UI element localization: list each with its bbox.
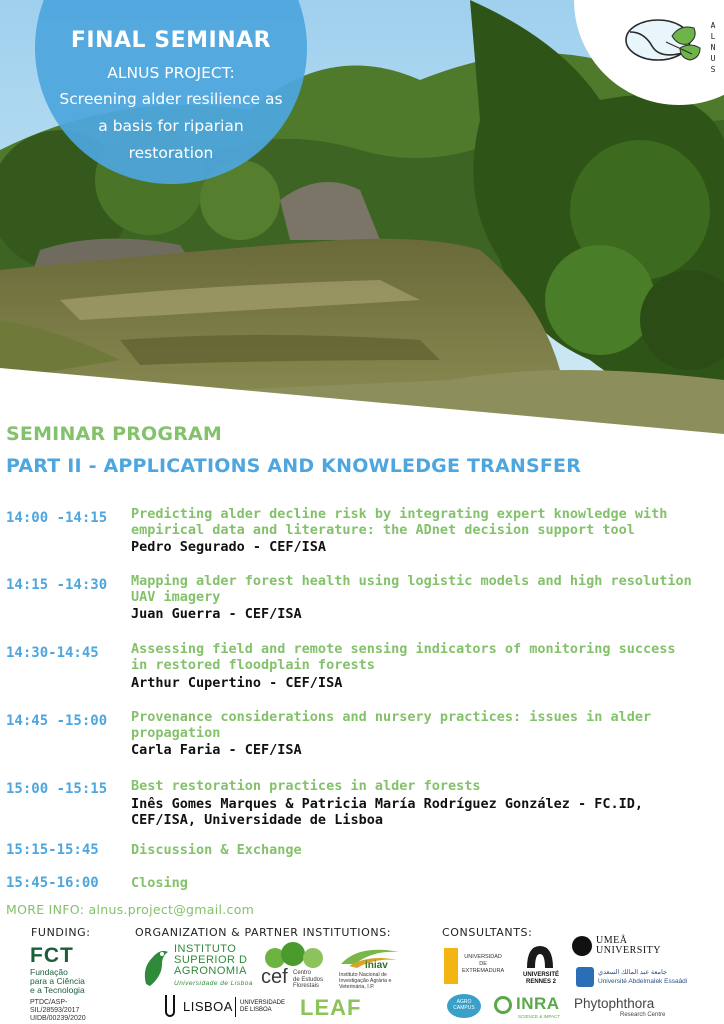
slot-title bbox=[131, 641, 719, 673]
isa-line: AGRONOMIA bbox=[174, 965, 247, 977]
cef-line: Centro bbox=[293, 970, 312, 976]
cef-logo-lines bbox=[293, 970, 323, 990]
uex-line: EXTREMADURA bbox=[462, 968, 505, 974]
fct-logo-lines bbox=[30, 968, 110, 995]
umea-line: UNIVERSITY bbox=[596, 945, 661, 956]
fct-reference bbox=[30, 999, 110, 1023]
iniav-logo-lines bbox=[339, 972, 391, 990]
isa-line: SUPERIOR D bbox=[174, 954, 248, 966]
iniav-line: Veterinária, I.P. bbox=[339, 984, 375, 990]
uae-line: جامعة عبد المالك السعدي bbox=[598, 969, 667, 976]
slot-title-line: Provenance considerations and nursery practices: issues in alder bbox=[131, 709, 652, 725]
cef-logo-name: cef bbox=[261, 966, 288, 988]
fct-line: Fundação bbox=[30, 967, 68, 977]
slot-title bbox=[131, 709, 719, 741]
fct-ref-line: UIDB/00239/2020 bbox=[30, 1015, 86, 1022]
project-subtitle-line: Screening alder resilience as bbox=[59, 90, 283, 108]
uex-line: UNIVERSIDAD bbox=[464, 954, 502, 960]
uex-logo-lines bbox=[462, 954, 504, 975]
organization-label: ORGANIZATION & PARTNER INSTITUTIONS: bbox=[135, 926, 392, 939]
umea-seal-icon bbox=[572, 936, 592, 956]
logo-letter: U bbox=[710, 54, 716, 63]
umea-logo-lines bbox=[596, 936, 661, 956]
cef-line: Florestais bbox=[293, 983, 320, 989]
uae-logo bbox=[576, 965, 716, 991]
inra-circle-icon bbox=[494, 996, 512, 1014]
cef-logo bbox=[261, 942, 331, 992]
ulisboa-divider bbox=[235, 997, 236, 1017]
umea-line: UMEÅ bbox=[596, 935, 628, 946]
ulisboa-logo bbox=[165, 995, 285, 1021]
fct-ref-line: SIL/28593/2017 bbox=[30, 1007, 80, 1014]
rennes-logo-lines bbox=[517, 972, 565, 986]
slot-title bbox=[131, 875, 719, 891]
uex-line: DE bbox=[479, 961, 487, 967]
slot-time: 14:00 -14:15 bbox=[6, 510, 108, 526]
phyto-logo-name: Phytophthora bbox=[574, 996, 655, 1011]
inra-logo-name: INRA bbox=[516, 994, 560, 1013]
funding-label: FUNDING: bbox=[31, 926, 91, 939]
slot-title-line: UAV imagery bbox=[131, 589, 221, 605]
umea-logo bbox=[572, 934, 682, 960]
slot-title-line: in restored floodplain forests bbox=[131, 657, 375, 673]
iniav-line: Instituto Nacional de bbox=[339, 972, 387, 978]
alnus-logo-icon bbox=[622, 14, 706, 64]
slot-title-line: Assessing field and remote sensing indicators of monitoring success bbox=[131, 641, 676, 657]
slot-time: 14:30-14:45 bbox=[6, 645, 99, 661]
slot-title-line: Mapping alder forest health using logistic models and high resolution bbox=[131, 573, 692, 589]
isa-line: INSTITUTO bbox=[174, 943, 237, 955]
phyto-logo-sub: Research Centre bbox=[620, 1012, 666, 1018]
iniav-logo-name: iniav bbox=[365, 960, 388, 971]
slot-title-line: Discussion & Exchange bbox=[131, 842, 302, 858]
project-subtitle-line: restoration bbox=[128, 144, 214, 162]
seminar-title: FINAL SEMINAR bbox=[70, 28, 272, 53]
slot-title-line: propagation bbox=[131, 725, 221, 741]
slot-time: 15:45-16:00 bbox=[6, 875, 99, 891]
fct-line: e a Tecnologia bbox=[30, 985, 85, 995]
ulisboa-logo-name: LISBOA bbox=[183, 999, 233, 1014]
logo-letter: S bbox=[710, 65, 716, 74]
program-heading: SEMINAR PROGRAM bbox=[6, 423, 223, 445]
uae-logo-lines bbox=[598, 968, 687, 986]
logo-letter: L bbox=[710, 32, 716, 41]
slot-time: 15:00 -15:15 bbox=[6, 781, 108, 797]
agro-line: CAMPUS bbox=[453, 1005, 475, 1011]
fct-line: para a Ciência bbox=[30, 976, 85, 986]
slot-speaker: Pedro Segurado - CEF/ISA bbox=[131, 539, 327, 555]
logo-letter: A bbox=[710, 21, 716, 30]
iniav-line: Investigação Agrária e bbox=[339, 978, 392, 984]
alnus-vertical-text bbox=[708, 20, 718, 75]
slot-title-line: empirical data and literature: the ADnet decision support tool bbox=[131, 522, 635, 538]
uex-emblem-icon bbox=[444, 948, 458, 984]
project-name: ALNUS PROJECT: bbox=[107, 64, 235, 82]
slot-time: 14:45 -15:00 bbox=[6, 713, 108, 729]
uae-emblem-icon bbox=[576, 967, 594, 987]
slot-title bbox=[131, 573, 719, 605]
slot-title-line: Closing bbox=[131, 875, 188, 891]
rennes-line: UNIVERSITÉ bbox=[522, 972, 559, 978]
uae-line: Université Abdelmalek Essaâdi bbox=[598, 978, 688, 985]
leaf-logo: LEAF bbox=[300, 995, 362, 1020]
agrocampus-logo bbox=[447, 994, 483, 1020]
isa-bird-icon bbox=[140, 944, 170, 988]
slot-speaker bbox=[131, 796, 719, 828]
slot-speaker: Arthur Cupertino - CEF/ISA bbox=[131, 675, 343, 691]
rennes-emblem-icon bbox=[525, 944, 555, 970]
slot-title-line: Best restoration practices in alder forests bbox=[131, 778, 481, 794]
slot-time: 15:15-15:45 bbox=[6, 842, 99, 858]
isa-logo bbox=[140, 944, 260, 990]
slot-speaker-line: Inês Gomes Marques & Patricia María Rodríguez González - FC.ID, bbox=[131, 796, 644, 812]
phytophthora-logo bbox=[574, 996, 684, 1022]
ulisboa-line: DE LISBOA bbox=[240, 1007, 272, 1013]
agro-line: AGRO bbox=[456, 999, 472, 1005]
fct-logo bbox=[30, 944, 110, 1023]
fct-ref-line: PTDC/ASP- bbox=[30, 999, 68, 1006]
ulisboa-logo-lines bbox=[240, 1000, 285, 1014]
inra-logo bbox=[494, 994, 566, 1022]
ulisboa-u-icon bbox=[165, 995, 175, 1017]
slot-speaker-line: CEF/ISA, Universidade de Lisboa bbox=[131, 812, 383, 828]
slot-title bbox=[131, 842, 719, 858]
ulisboa-line: UNIVERSIDADE bbox=[240, 1000, 286, 1006]
slot-title bbox=[131, 778, 719, 794]
slot-time: 14:15 -14:30 bbox=[6, 577, 108, 593]
slot-speaker: Carla Faria - CEF/ISA bbox=[131, 742, 302, 758]
isa-logo-text bbox=[174, 944, 253, 989]
project-subtitle-line: a basis for riparian bbox=[98, 117, 244, 135]
slot-title bbox=[131, 506, 719, 538]
agrocampus-logo-lines bbox=[447, 999, 481, 1011]
iniav-logo bbox=[337, 942, 407, 992]
consultants-label: CONSULTANTS: bbox=[442, 926, 533, 939]
rennes-line: RENNES 2 bbox=[525, 979, 556, 985]
part-heading: PART II - APPLICATIONS AND KNOWLEDGE TRANSFER bbox=[6, 455, 582, 477]
isa-sub: Universidade de Lisboa bbox=[174, 980, 253, 987]
fct-logo-name: FCT bbox=[30, 944, 74, 967]
logo-letter: N bbox=[710, 43, 716, 52]
cef-line: de Estudos bbox=[293, 976, 324, 983]
slot-title-line: Predicting alder decline risk by integrating expert knowledge with bbox=[131, 506, 668, 522]
slot-speaker: Juan Guerra - CEF/ISA bbox=[131, 606, 302, 622]
rennes-logo bbox=[517, 944, 565, 988]
uex-logo bbox=[444, 944, 514, 990]
inra-logo-sub: SCIENCE & IMPACT bbox=[518, 1014, 561, 1019]
more-info-email[interactable]: MORE INFO: alnus.project@gmail.com bbox=[6, 902, 255, 917]
